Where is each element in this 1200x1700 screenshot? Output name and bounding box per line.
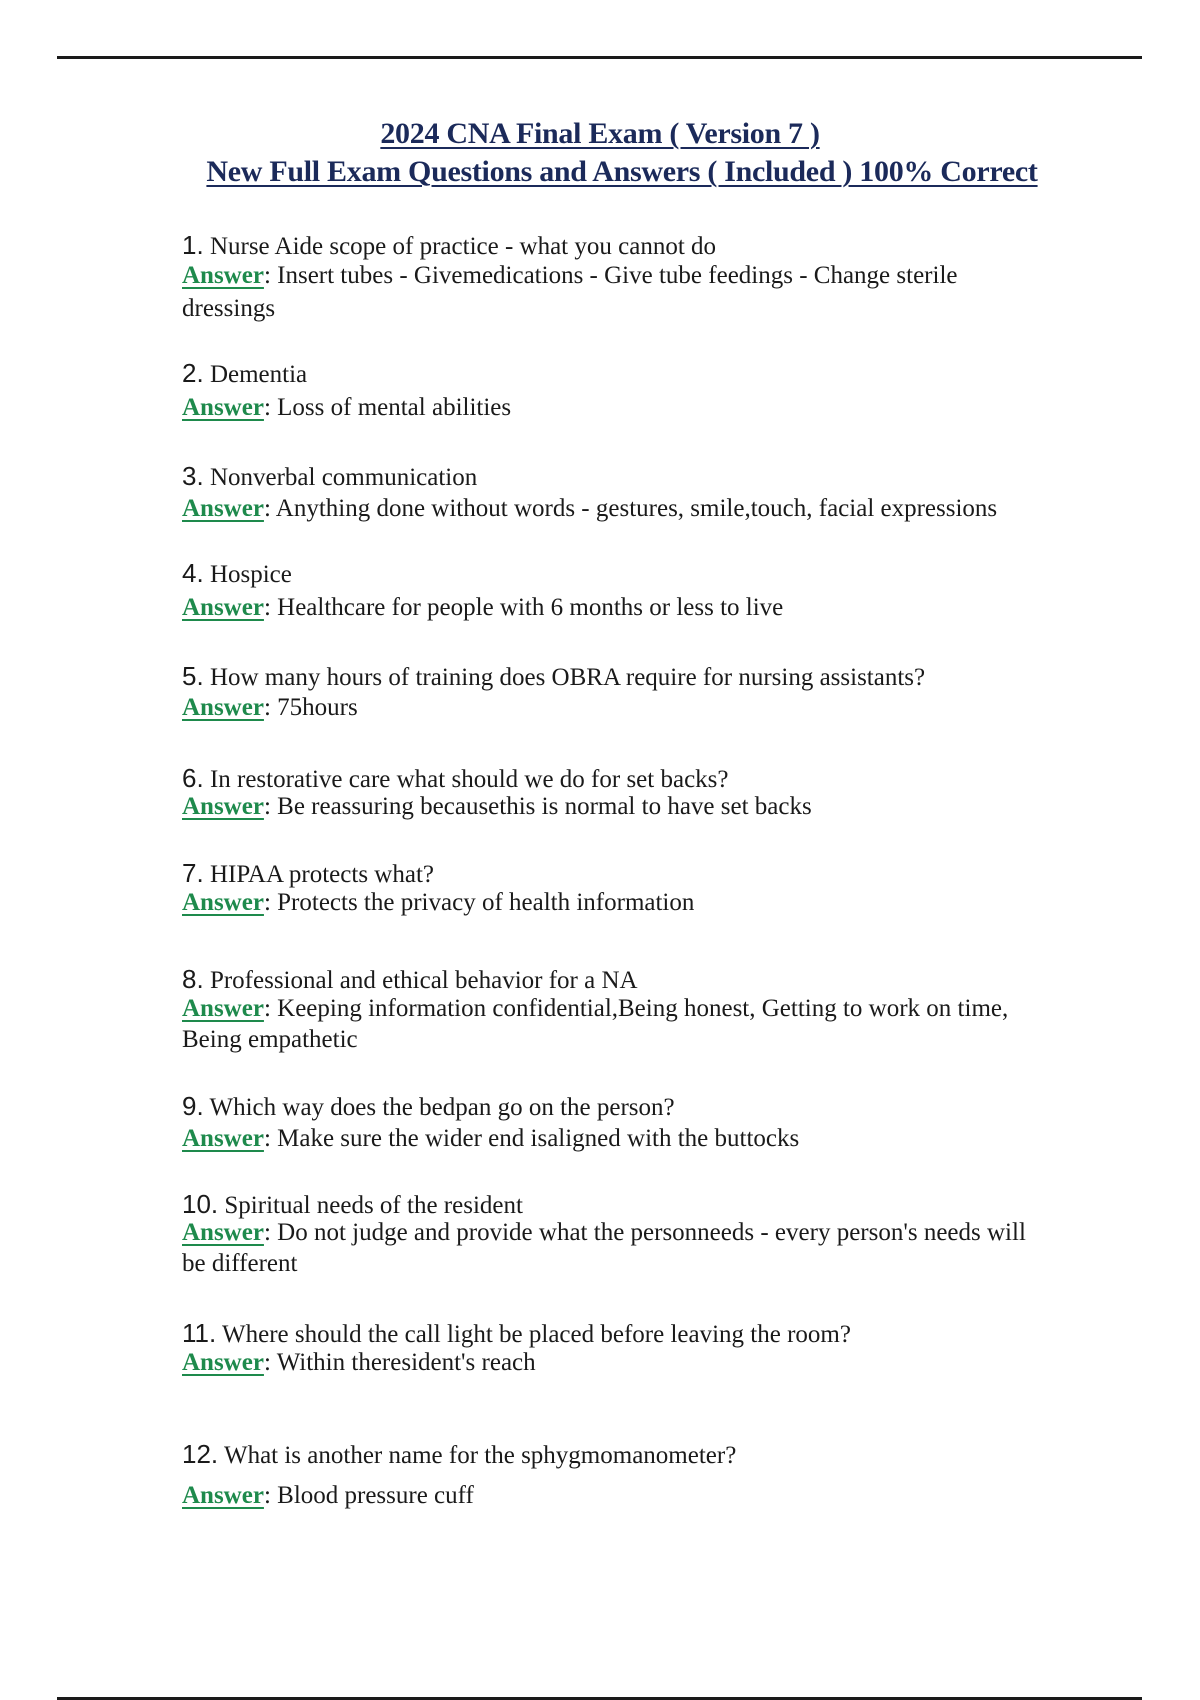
answer-label: Answer (182, 1482, 264, 1509)
answer-7: Answer: Protects the privacy of health information (182, 889, 695, 916)
answer-11: Answer: Within theresident's reach (182, 1349, 536, 1376)
question-7: 7. HIPAA protects what? (182, 858, 434, 888)
answer-4: Answer: Healthcare for people with 6 months or less to live (182, 594, 784, 621)
question-8: 8. Professional and ethical behavior for a NA (182, 964, 638, 994)
answer-label: Answer (182, 594, 264, 621)
answer-8-continued: Being empathetic (182, 1026, 358, 1053)
question-10: 10. Spiritual needs of the resident (182, 1189, 523, 1219)
answer-label: Answer (182, 694, 264, 721)
question-number: 3. (182, 461, 204, 491)
document-subtitle: New Full Exam Questions and Answers ( Included ) 100% Correct (206, 155, 1038, 188)
question-3: 3. Nonverbal communication (182, 461, 478, 491)
question-number: 11. (182, 1318, 217, 1348)
question-number: 1. (182, 230, 204, 260)
question-number: 12. (182, 1439, 219, 1469)
answer-label: Answer (182, 889, 264, 916)
question-number: 7. (182, 858, 204, 888)
question-1: 1. Nurse Aide scope of practice - what you cannot do (182, 230, 717, 260)
question-number: 4. (182, 558, 204, 588)
answer-2: Answer: Loss of mental abilities (182, 394, 512, 421)
answer-9: Answer: Make sure the wider end isaligned with the buttocks (182, 1125, 800, 1152)
answer-5: Answer: 75hours (182, 694, 358, 721)
answer-label: Answer (182, 1219, 264, 1246)
answer-3: Answer: Anything done without words - gestures, smile,touch, facial expressions (182, 495, 998, 522)
question-9: 9. Which way does the bedpan go on the person? (182, 1091, 675, 1121)
answer-6: Answer: Be reassuring becausethis is normal to have set backs (182, 793, 812, 820)
question-number: 8. (182, 964, 204, 994)
question-number: 2. (182, 358, 204, 388)
answer-label: Answer (182, 1125, 264, 1152)
answer-1-continued: dressings (182, 295, 276, 322)
answer-8: Answer: Keeping information confidential,Being honest, Getting to work on time, (182, 995, 1009, 1022)
answer-1: Answer: Insert tubes - Givemedications - Give tube feedings - Change sterile (182, 262, 958, 289)
answer-label: Answer (182, 262, 264, 289)
question-4: 4. Hospice (182, 558, 292, 588)
question-6: 6. In restorative care what should we do for set backs? (182, 763, 729, 793)
document-title: 2024 CNA Final Exam ( Version 7 ) (380, 117, 820, 150)
answer-label: Answer (182, 394, 264, 421)
answer-label: Answer (182, 995, 264, 1022)
top-rule (57, 56, 1142, 59)
question-2: 2. Dementia (182, 358, 308, 388)
answer-label: Answer (182, 495, 264, 522)
answer-10-continued: be different (182, 1250, 298, 1277)
answer-12: Answer: Blood pressure cuff (182, 1482, 474, 1509)
question-5: 5. How many hours of training does OBRA require for nursing assistants? (182, 661, 926, 691)
question-number: 5. (182, 661, 204, 691)
question-11: 11. Where should the call light be placed before leaving the room? (182, 1318, 851, 1348)
answer-label: Answer (182, 793, 264, 820)
question-number: 6. (182, 763, 204, 793)
question-number: 10. (182, 1189, 219, 1219)
answer-label: Answer (182, 1349, 264, 1376)
question-number: 9. (182, 1091, 204, 1121)
answer-10: Answer: Do not judge and provide what the personneeds - every person's needs will (182, 1219, 1026, 1246)
question-12: 12. What is another name for the sphygmomanometer? (182, 1439, 737, 1469)
